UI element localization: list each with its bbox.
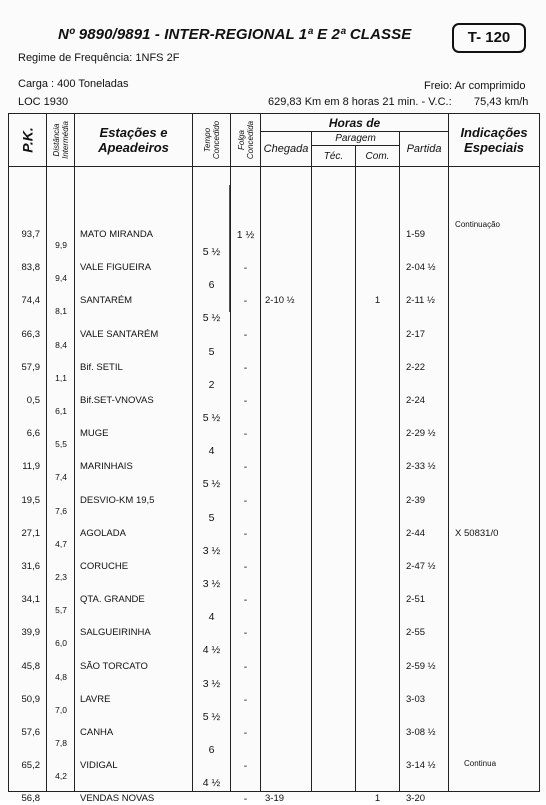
pk-header: P.K. <box>19 127 35 153</box>
segment-tempo: 4 <box>208 445 215 458</box>
station-name: LAVRE <box>80 693 111 705</box>
station-departure: 2-11 ½ <box>406 295 435 307</box>
station-folga: - <box>243 693 248 706</box>
station-departure: 2-24 <box>406 395 426 406</box>
station-pk: 19,5 <box>21 494 40 506</box>
segment-distance: 6,1 <box>55 406 67 416</box>
station-commercial-stop: 1 <box>374 295 381 307</box>
station-name: CANHA <box>80 727 114 738</box>
distance-column <box>47 167 75 792</box>
locomotive-info: LOC 1930 <box>18 96 69 108</box>
arrival-header-cell <box>261 132 312 167</box>
segment-tempo: 3 ½ <box>202 677 221 690</box>
station-name: SÃO TORCATO <box>80 660 148 672</box>
segment-tempo: 5 ½ <box>202 246 221 258</box>
station-departure: 3-03 <box>406 693 426 705</box>
station-pk: 6,6 <box>26 428 40 440</box>
station-pk: 65,2 <box>21 760 40 772</box>
station-folga: - <box>243 594 248 607</box>
horas-header: Horas de <box>328 115 381 130</box>
tempo-header: Tempo Concedido <box>202 120 221 160</box>
segment-tempo: 3 ½ <box>202 578 221 590</box>
tech-stop-column <box>312 167 356 792</box>
station-departure: 2-17 <box>406 328 426 340</box>
segment-tempo: 3 ½ <box>202 544 221 557</box>
segment-distance: 8,1 <box>55 306 67 317</box>
stop-header: Paragem <box>335 133 376 144</box>
station-name: MATO MIRANDA <box>80 229 154 240</box>
continuation-note: Continuação <box>455 220 500 229</box>
station-departure: 1-59 <box>406 229 426 240</box>
route-summary: 629,83 Km em 8 horas 21 min. - V.C.: <box>268 96 452 108</box>
station-name: Bif.SET-VNOVAS <box>80 395 154 406</box>
load-info: Carga : 400 Toneladas <box>18 78 129 90</box>
segment-distance: 9,9 <box>55 240 67 250</box>
station-folga: - <box>243 262 248 275</box>
folga-header: Folga Concedida <box>236 120 255 160</box>
train-title: Nº 9890/9891 - INTER-REGIONAL 1ª E 2ª CLASSE <box>58 26 412 43</box>
indications-header-cell <box>449 114 540 167</box>
station-departure: 2-29 ½ <box>406 428 436 440</box>
departure-column <box>400 167 449 805</box>
segment-tempo: 5 ½ <box>202 478 221 491</box>
station-name: Bif. SETIL <box>80 361 123 373</box>
pk-header-cell <box>9 114 47 167</box>
segment-tempo: 6 <box>208 279 215 292</box>
station-pk: 74,4 <box>21 295 40 307</box>
segment-distance: 6,0 <box>55 638 67 649</box>
departure-header-cell <box>400 132 449 167</box>
segment-distance: 2,3 <box>55 572 67 582</box>
station-name: AGOLADA <box>80 527 126 539</box>
station-folga: - <box>243 561 248 573</box>
station-departure: 2-55 <box>406 627 426 639</box>
station-pk: 57,9 <box>21 361 40 373</box>
segment-tempo: 5 <box>208 345 215 358</box>
segment-tempo: 4 <box>208 611 215 624</box>
station-name: SALGUEIRINHA <box>80 627 151 639</box>
station-pk: 11,9 <box>22 461 40 473</box>
continues-note: Continua <box>464 759 497 768</box>
station-folga: - <box>243 760 248 773</box>
station-departure: 2-33 ½ <box>406 461 436 473</box>
segment-distance: 7,4 <box>55 472 67 483</box>
station-folga: - <box>243 793 248 805</box>
tempo-header-cell <box>193 114 231 167</box>
station-folga: - <box>243 727 248 739</box>
segment-distance: 4,8 <box>55 671 67 682</box>
departure-header: Partida <box>406 143 442 155</box>
station-name: SANTARÉM <box>80 295 133 307</box>
station-folga: - <box>243 361 248 374</box>
segment-tempo: 5 ½ <box>202 312 221 325</box>
brake-info: Freio: Ar comprimido <box>424 80 526 92</box>
segment-tempo: 5 ½ <box>202 412 221 424</box>
segment-distance: 7,0 <box>55 704 67 715</box>
station-departure: 2-51 <box>406 594 426 606</box>
station-folga: - <box>243 328 248 341</box>
station-departure: 2-22 <box>406 361 426 373</box>
segment-tempo: 4 ½ <box>202 777 221 790</box>
station-name: VIDIGAL <box>80 760 118 772</box>
distance-header: Distância Intermédia <box>51 121 70 159</box>
segment-distance: 4,2 <box>55 771 67 782</box>
station-pk: 0,5 <box>26 395 40 406</box>
station-pk: 31,6 <box>21 561 40 572</box>
segment-tempo: 5 <box>208 511 215 524</box>
distance-header-cell <box>47 114 75 167</box>
station-name: MARINHAIS <box>80 461 133 473</box>
station-pk: 50,9 <box>21 693 40 705</box>
station-pk: 39,9 <box>21 627 40 639</box>
segment-distance: 4,7 <box>55 538 67 549</box>
segment-tempo: 6 <box>208 744 215 756</box>
station-folga: - <box>243 527 248 540</box>
station-indication: X 50831/0 <box>455 527 499 539</box>
station-departure: 3-20 <box>406 793 426 805</box>
station-pk: 34,1 <box>21 594 40 606</box>
station-departure: 2-59 ½ <box>406 660 436 672</box>
commercial-speed: 75,43 km/h <box>474 96 529 108</box>
station-folga: - <box>243 494 248 507</box>
commercial-stop-header: Com. <box>365 150 390 162</box>
station-folga: - <box>243 395 248 407</box>
indications-header: Indicações Especiais <box>460 125 528 155</box>
frequency-regime: Regime de Frequência: 1NFS 2F <box>18 52 180 64</box>
station-folga: - <box>243 660 248 673</box>
station-pk: 57,6 <box>21 727 40 738</box>
station-arrival: 3-19 <box>265 793 285 805</box>
segment-distance: 8,4 <box>55 339 67 350</box>
schedule-table <box>8 113 540 805</box>
stations-header-cell <box>75 114 193 167</box>
horas-header-cell <box>261 114 449 132</box>
station-pk: 66,3 <box>21 328 40 340</box>
station-pk: 45,8 <box>21 660 40 672</box>
segment-tempo: 4 ½ <box>202 644 221 657</box>
station-pk: 27,1 <box>21 527 40 539</box>
station-pk: 56,8 <box>21 793 40 805</box>
station-name: CORUCHE <box>80 561 129 572</box>
station-departure: 3-08 ½ <box>406 727 436 738</box>
stations-header: Estações e Apeadeiros <box>98 125 169 155</box>
stop-header-cell <box>312 132 400 146</box>
segment-distance: 7,8 <box>55 738 67 748</box>
commercial-stop-column <box>356 167 400 805</box>
station-pk: 93,7 <box>21 229 40 240</box>
arrival-header: Chegada <box>263 143 309 155</box>
station-departure: 2-39 <box>406 494 426 506</box>
station-folga: - <box>243 428 248 441</box>
station-folga: - <box>243 461 248 474</box>
tech-stop-header-cell <box>312 146 356 167</box>
pk-column <box>9 167 47 805</box>
folga-header-cell <box>231 114 261 167</box>
station-departure: 2-47 ½ <box>406 561 436 572</box>
commercial-stop-header-cell <box>356 146 400 167</box>
station-name: DESVIO-KM 19,5 <box>80 494 155 506</box>
station-name: QTA. GRANDE <box>80 594 145 606</box>
station-name: VALE SANTARÉM <box>80 328 159 340</box>
segment-distance: 5,7 <box>55 605 67 616</box>
segment-tempo: 5 ½ <box>202 710 221 723</box>
station-departure: 2-44 <box>406 527 426 539</box>
segment-distance: 1,1 <box>55 372 67 383</box>
station-departure: 2-04 ½ <box>406 262 436 274</box>
arrival-column <box>261 167 312 805</box>
station-folga: 1 ½ <box>236 229 255 241</box>
segment-distance: 9,4 <box>55 273 67 284</box>
station-departure: 3-14 ½ <box>406 760 436 772</box>
station-arrival: 2-10 ½ <box>265 295 295 307</box>
tempo-column <box>193 167 231 792</box>
station-commercial-stop: 1 <box>374 793 381 805</box>
tech-stop-header: Téc. <box>323 150 344 162</box>
segment-distance: 7,6 <box>55 505 67 516</box>
station-pk: 83,8 <box>21 262 40 274</box>
station-name: VALE FIGUEIRA <box>80 262 152 274</box>
segment-tempo: 2 <box>208 378 215 391</box>
segment-distance: 5,5 <box>55 439 67 450</box>
folga-column <box>231 167 261 805</box>
stations-column <box>75 167 193 805</box>
table-code-badge: T- 120 <box>452 23 526 53</box>
station-folga: - <box>243 295 248 308</box>
station-name: MUGE <box>80 428 109 440</box>
station-name: VENDAS NOVAS <box>80 793 155 805</box>
station-folga: - <box>243 627 248 640</box>
indications-column <box>449 167 540 792</box>
